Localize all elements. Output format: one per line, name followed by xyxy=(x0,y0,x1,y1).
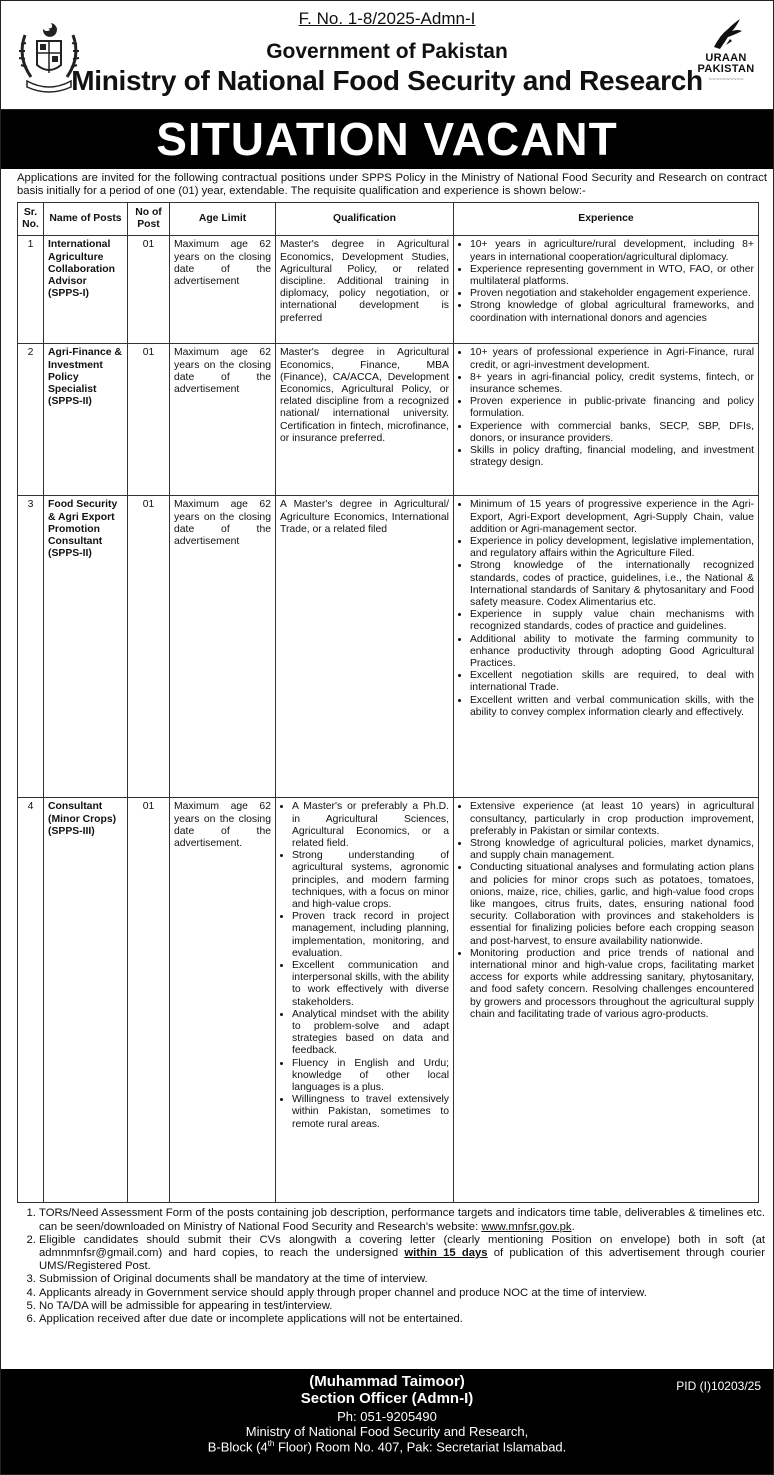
header-name-of-posts: Name of Posts xyxy=(44,203,128,236)
cell-age-limit: Maximum age 62 years on the closing date of the advertisement. xyxy=(170,798,276,1203)
cell-post-name: Food Security & Agri Export Promotion Consultant (SPPS-II) xyxy=(44,496,128,798)
note-item: 5. No TA/DA will be admissible for appearing in test/interview. xyxy=(39,1300,765,1313)
list-item: • 10+ years in agriculture/rural development, including 8+ years in international cooperation/agricultural diplomacy. xyxy=(470,239,754,263)
cell-no-of-post: 01 xyxy=(128,496,170,798)
posts-table xyxy=(17,202,759,1203)
list-item: • Strong understanding of agricultural systems, agronomic principles, and modern farming techniques, with a focus on minor and high-value crops. xyxy=(292,850,449,911)
cell-experience xyxy=(454,798,759,1203)
table-row xyxy=(18,496,759,798)
file-number: F. No. 1-8/2025-Admn-I xyxy=(298,9,476,28)
note-item: 3. Submission of Original documents shall be mandatory at the time of interview. xyxy=(39,1273,765,1286)
list-item: • 10+ years of professional experience in Agri-Finance, rural credit, or agri-investment development. xyxy=(470,347,754,371)
uraan-bird-icon xyxy=(706,17,746,51)
list-item: • Proven negotiation and stakeholder engagement experience. xyxy=(470,288,754,300)
table-row xyxy=(18,236,759,344)
list-item: • Proven experience in public-private financing and policy formulation. xyxy=(470,396,754,420)
header-no-of-post: No of Post xyxy=(128,203,170,236)
list-item: • Proven track record in project management, including planning, implementation, monitoring, and evaluation. xyxy=(292,911,449,960)
list-item: • Monitoring production and price trends of national and international minor and high-value crops, facilitating market access for exports while addressing sanitary, phytosanitary, and food safety concern. Resolving challenges encountered by growers and processors throughout the agricultural supply chain and facilitating trade of various agro-products. xyxy=(470,948,754,1021)
cell-age-limit: Maximum age 62 years on the closing date of the advertisement xyxy=(170,344,276,496)
list-item: • Minimum of 15 years of progressive experience in the Agri-Export, Agri-Export development, Agri-Supply Chain, value addition or Agri-management sector. xyxy=(470,499,754,536)
cell-no-of-post: 01 xyxy=(128,344,170,496)
list-item: • Conducting situational analyses and formulating action plans and policies for minor crops such as potatoes, tomatoes, onions, maize, rice, chilies, garlic, and high-value food crops like mangoes, citrus fruits, dates, ensuring national food security. Collaboration with provinces and stakeholders is essential for finalizing policies before each cropping season and post-harvest, to ensure availability nationwide. xyxy=(470,862,754,947)
list-item: • Experience in policy development, legislative implementation, and regulatory affairs within the Agriculture Filed. xyxy=(470,536,754,560)
list-item: • Experience representing government in WTO, FAO, or other multilateral platforms. xyxy=(470,264,754,288)
list-item: • Strong knowledge of global agricultural frameworks, and coordination with international donors and agencies xyxy=(470,300,754,324)
table-row xyxy=(18,344,759,496)
pid-number: PID (I)10203/25 xyxy=(676,1379,761,1393)
cell-sr: 4 xyxy=(18,798,44,1203)
cell-qualification xyxy=(276,798,454,1203)
situation-vacant-banner: SITUATION VACANT xyxy=(1,110,773,169)
list-item: • Willingness to travel extensively within Pakistan, sometimes to remote rural areas. xyxy=(292,1094,449,1131)
notes-list xyxy=(17,1207,765,1326)
deadline-text: within 15 days xyxy=(404,1247,488,1260)
cell-no-of-post: 01 xyxy=(128,798,170,1203)
list-item: • Strong knowledge of the internationally recognized standards, codes of practice, guidelines, i.e., the National & International standards of Sanitary & phytosanitary and Food safety measure. Codex Alimentarius etc. xyxy=(470,560,754,609)
cell-qualification: Master's degree in Agricultural Economics, Development Studies, Agricultural Policy, or related discipline. Additional training in diplomacy, policy negotiation, or international development is preferred xyxy=(276,236,454,344)
cell-post-name: Agri-Finance & Investment Policy Specialist (SPPS-II) xyxy=(44,344,128,496)
address-line-1: Ministry of National Food Security and Research, xyxy=(245,1424,529,1439)
intro-paragraph: Applications are invited for the following contractual positions under SPPS Policy in the Ministry of National Food Security and Research on contract basis initially for a period of one (01) year, extendable. The requisite qualification and experience is shown below:- xyxy=(17,172,767,197)
address-line-2: B-Block (4th Floor) Room No. 407, Pak: Secretariat Islamabad. xyxy=(207,1439,567,1455)
cell-post-name: Consultant (Minor Crops) (SPPS-III) xyxy=(44,798,128,1203)
uraan-text: URAAN xyxy=(705,52,747,64)
cell-post-name: International Agriculture Collaboration Advisor (SPPS-I) xyxy=(44,236,128,344)
header-sr-no: Sr. No. xyxy=(18,203,44,236)
header-age-limit: Age Limit xyxy=(170,203,276,236)
cell-no-of-post: 01 xyxy=(128,236,170,344)
list-item: • Analytical mindset with the ability to problem-solve and adapt strategies based on data and feedback. xyxy=(292,1009,449,1058)
cell-sr: 2 xyxy=(18,344,44,496)
header xyxy=(1,1,773,110)
uraan-pakistan-logo xyxy=(693,17,759,95)
cell-experience xyxy=(454,236,759,344)
list-item: • Experience in supply value chain mechanisms with recognized standards, codes of practice and guidelines. xyxy=(470,609,754,633)
note-item: 2. Eligible candidates should submit their CVs alongwith a covering letter (clearly mentioning Position on envelope) both in soft (at admnmnfsr@gmail.com) and hard copies, to reach the undersigned within 15 days of publication of this advertisement through courier UMS/Registered Post. xyxy=(39,1234,765,1274)
officer-designation: Section Officer (Admn-I) xyxy=(300,1390,474,1407)
government-title: Government of Pakistan xyxy=(266,40,508,63)
cell-age-limit: Maximum age 62 years on the closing date of the advertisement xyxy=(170,496,276,798)
table-row xyxy=(18,798,759,1203)
website-link[interactable]: www.mnfsr.gov.pk xyxy=(481,1220,572,1233)
uraan-tagline-graphic: ~~~~~~~~~~ xyxy=(708,77,744,83)
list-item: • Strong knowledge of agricultural policies, market dynamics, and supply chain management. xyxy=(470,838,754,862)
officer-name: (Muhammad Taimoor) xyxy=(309,1373,465,1390)
list-item: • Excellent negotiation skills are required, to deal with international Trade. xyxy=(470,670,754,694)
header-experience: Experience xyxy=(454,203,759,236)
list-item: • Fluency in English and Urdu; knowledge of other local languages is a plus. xyxy=(292,1058,449,1095)
cell-qualification: A Master's degree in Agricultural/ Agriculture Economics, International Trade, or a related filed xyxy=(276,496,454,798)
list-item: • Skills in policy drafting, financial modeling, and investment strategy design. xyxy=(470,445,754,469)
cell-experience xyxy=(454,496,759,798)
table-header-row xyxy=(18,203,759,236)
cell-sr: 3 xyxy=(18,496,44,798)
note-item: 6. Application received after due date or incomplete applications will not be entertained. xyxy=(39,1313,765,1326)
cell-experience xyxy=(454,344,759,496)
footer-signature-block xyxy=(1,1369,773,1474)
list-item: • Excellent communication and interpersonal skills, with the ability to work effectively with diverse stakeholders. xyxy=(292,960,449,1009)
list-item: • 8+ years in agri-financial policy, credit systems, fintech, or insurance schemes. xyxy=(470,372,754,396)
list-item: • Extensive experience (at least 10 years) in agricultural consultancy, particularly in crop production improvement, preferably in Pakistan or similar contexts. xyxy=(470,801,754,838)
header-qualification: Qualification xyxy=(276,203,454,236)
list-item: • A Master's or preferably a Ph.D. in Agricultural Sciences, Agricultural Economics, or a related field. xyxy=(292,801,449,850)
note-item: 4. Applicants already in Government service should apply through proper channel and produce NOC at the time of interview. xyxy=(39,1287,765,1300)
cell-age-limit: Maximum age 62 years on the closing date of the advertisement xyxy=(170,236,276,344)
list-item: • Excellent written and verbal communication skills, with the ability to convey complex information clearly and effectively. xyxy=(470,695,754,719)
ministry-title: Ministry of National Food Security and Research xyxy=(71,65,703,96)
cell-sr: 1 xyxy=(18,236,44,344)
note-item: 1. TORs/Need Assessment Form of the posts containing job description, performance targets and indicators time table, deliverables & timelines etc. can be seen/downloaded on Ministry of National Food Security and Research's website: www.mnfsr.gov.pk. xyxy=(39,1207,765,1233)
phone-number: Ph: 051-9205490 xyxy=(337,1409,437,1424)
pakistan-text: PAKISTAN xyxy=(697,63,755,75)
list-item: • Additional ability to motivate the farming community to enhance productivity through adopting Good Agricultural Practices. xyxy=(470,634,754,671)
list-item: • Experience with commercial banks, SECP, SBP, DFIs, donors, or insurance providers. xyxy=(470,421,754,445)
cell-qualification: Master's degree in Agricultural Economics, Finance, MBA (Finance), CA/ACCA, Development Economics, Agricultural Policy, or related discipline from a recognized national/ international university. Certification in fintech, microfinance, or insurance preferred. xyxy=(276,344,454,496)
